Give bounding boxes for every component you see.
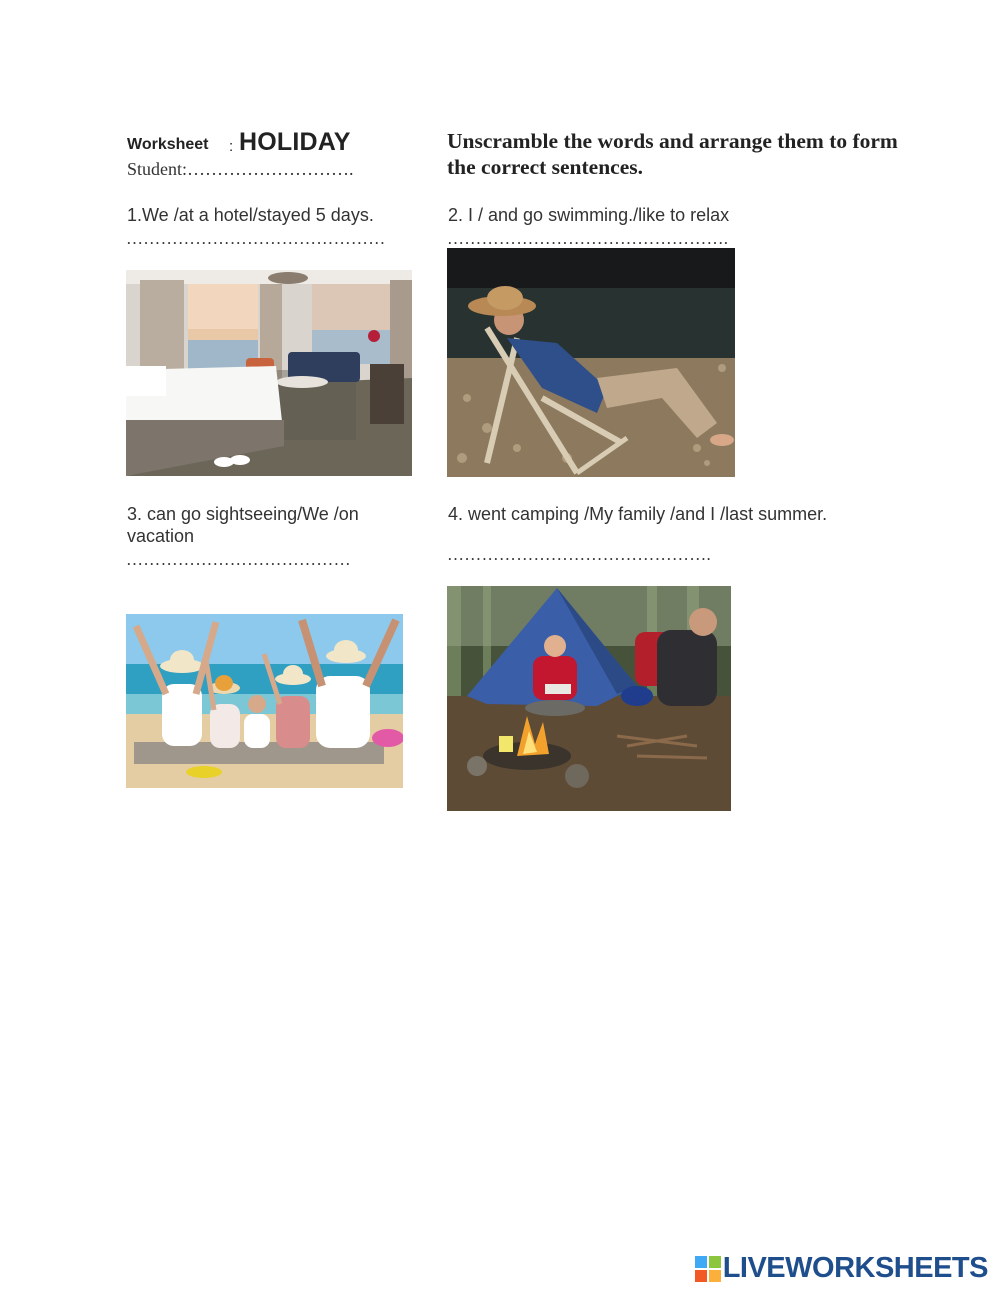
answer-line-4[interactable]: ………………………………………. — [447, 545, 712, 564]
worksheet-label: Worksheet — [127, 136, 209, 153]
family-on-beach-photo — [126, 614, 403, 788]
answer-line-3[interactable]: ………………………………… — [126, 550, 351, 569]
question-1: 1.We /at a hotel/stayed 5 days. — [127, 205, 374, 225]
title-colon: : — [229, 138, 234, 155]
liveworksheets-logo — [695, 1252, 988, 1285]
liveworksheets-logo-icon — [695, 1256, 721, 1282]
answer-line-1[interactable]: ……………………………………… — [126, 229, 386, 248]
answer-line-2[interactable]: …………………………………………. — [447, 229, 729, 248]
logo-text: LIVEWORKSHEETS — [722, 1252, 988, 1284]
worksheet-title: HOLIDAY — [239, 128, 351, 156]
hotel-room-photo — [126, 270, 412, 476]
family-camping-photo — [447, 586, 731, 811]
instructions: Unscramble the words and arrange them to form the correct sentences. — [447, 129, 898, 179]
student-name-line: Student:………………………. — [127, 159, 354, 179]
man-relaxing-deckchair-photo — [447, 248, 735, 477]
question-4: 4. went camping /My family /and I /last summer. — [448, 504, 828, 524]
question-2: 2. I / and go swimming./like to relax — [448, 205, 730, 225]
question-3: 3. can go sightseeing/We /on vacation — [127, 504, 359, 546]
